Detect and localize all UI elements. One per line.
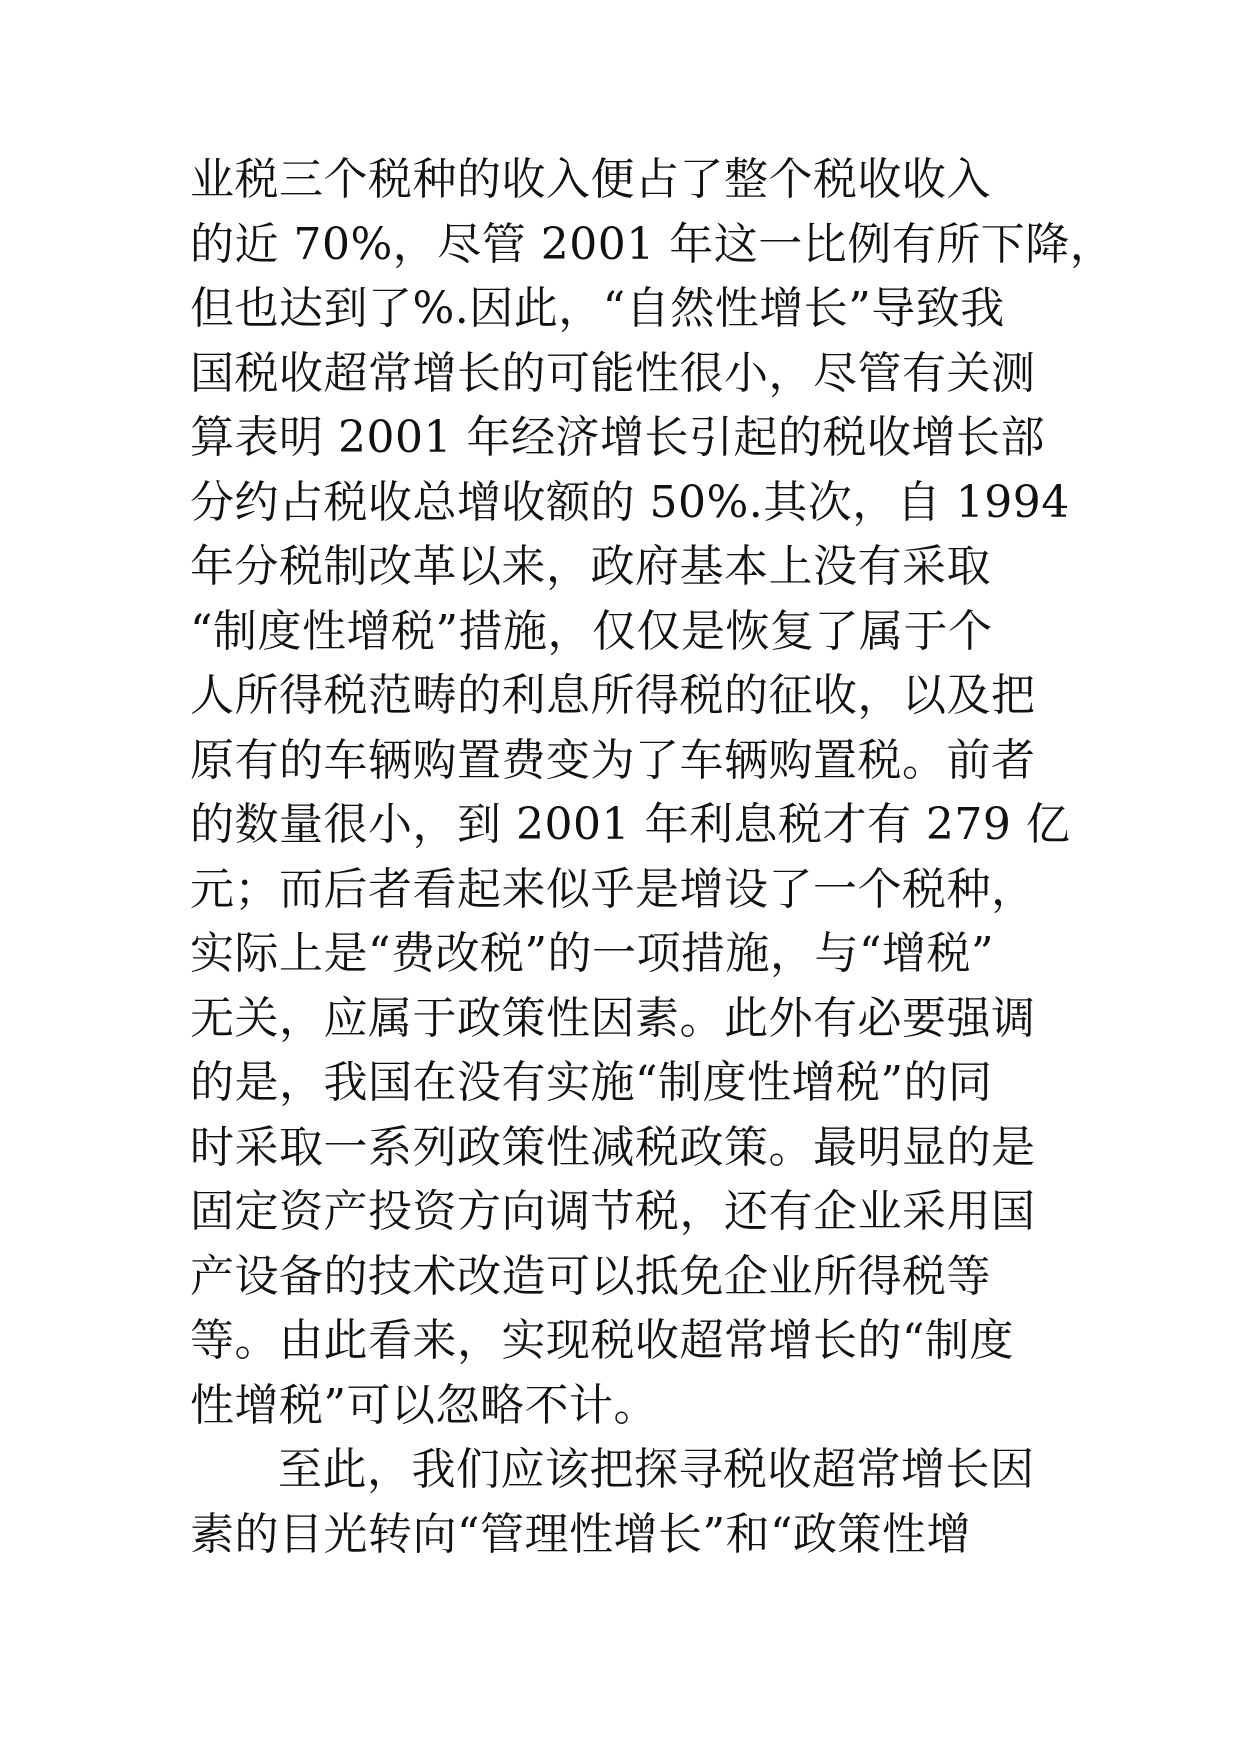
text-line: 实际上是“费改税”的一项措施，与“增税” — [190, 928, 994, 979]
body-text — [190, 148, 1115, 1567]
text-line: 原有的车辆购置费变为了车辆购置税。前者 — [190, 734, 1036, 786]
text-line: 等。由此看来，实现税收超常增长的“制度 — [190, 1315, 1014, 1366]
paragraph-start-line: 至此，我们应该把探寻税收超常增长因 — [278, 1444, 1035, 1495]
text-line: 素的目光转向“管理性增长”和“政策性增 — [190, 1508, 971, 1560]
text-line: 性增税”可以忽略不计。 — [190, 1379, 658, 1431]
text-line: 的数量很小，到 2001 年利息税才有 279 亿 — [190, 799, 1071, 850]
text-line: “制度性增税”措施，仅仅是恢复了属于个 — [190, 605, 993, 657]
text-line: 元；而后者看起来似乎是增设了一个税种， — [190, 863, 1036, 915]
text-line: 固定资产投资方向调节税，还有企业采用国 — [190, 1186, 1036, 1237]
text-line: 的近 70%，尽管 2001 年这一比例有所下降， — [190, 218, 1115, 270]
text-line: 产设备的技术改造可以抵免企业所得税等 — [190, 1250, 991, 1302]
text-line: 分约占税收总增收额的 50%.其次，自 1994 — [190, 476, 1070, 528]
text-line: 时采取一系列政策性减税政策。最明显的是 — [190, 1121, 1036, 1173]
text-line: 人所得税范畴的利息所得税的征收，以及把 — [190, 670, 1036, 721]
text-line: 业税三个税种的收入便占了整个税收收入 — [190, 154, 991, 205]
text-line: 无关，应属于政策性因素。此外有必要强调 — [190, 992, 1036, 1044]
text-line: 年分税制改革以来，政府基本上没有采取 — [190, 541, 991, 592]
text-line: 国税收超常增长的可能性很小，尽管有关测 — [190, 347, 1036, 399]
text-line: 但也达到了%.因此，“自然性增长”导致我 — [190, 283, 1005, 334]
text-line: 算表明 2001 年经济增长引起的税收增长部 — [190, 412, 1045, 463]
text-line: 的是，我国在没有实施“制度性增税”的同 — [190, 1057, 993, 1108]
